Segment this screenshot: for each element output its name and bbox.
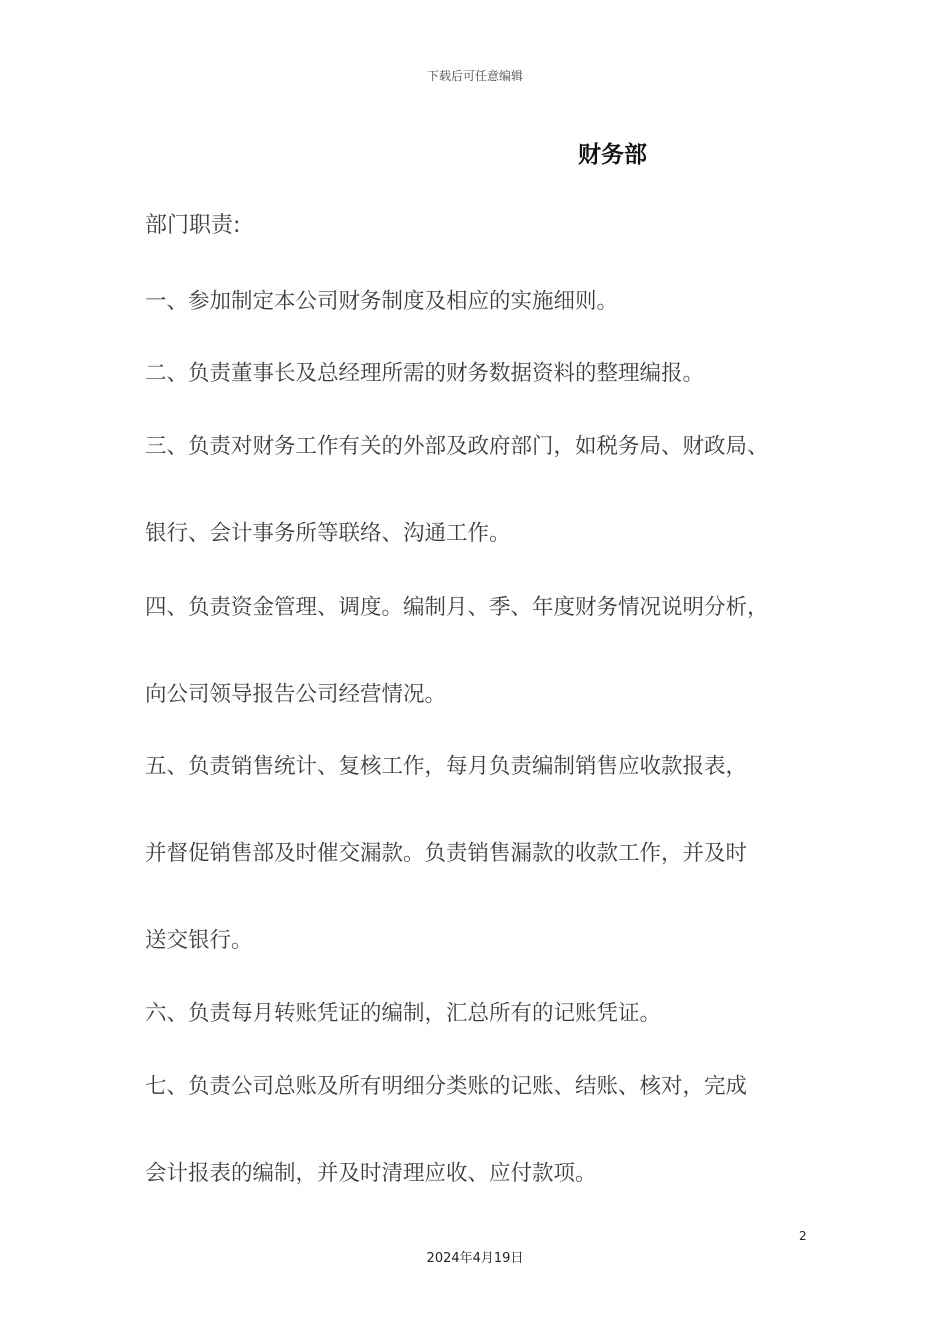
header-note: 下载后可任意编辑 <box>426 69 523 83</box>
duty-line-2: 二、负责董事长及总经理所需的财务数据资料的整理编报。 <box>145 361 705 386</box>
duty-line-5-cont: 并督促销售部及时催交漏款。负责销售漏款的收款工作，并及时 <box>145 841 748 866</box>
duty-line-4: 四、负责资金管理、调度。编制月、季、年度财务情况说明分析， <box>145 595 769 620</box>
duty-line-5-cont2: 送交银行。 <box>145 928 253 953</box>
footer-date: 2024年4月19日 <box>426 1251 524 1266</box>
duty-line-1: 一、参加制定本公司财务制度及相应的实施细则。 <box>145 289 619 314</box>
page-number: 2 <box>799 1229 807 1243</box>
duty-line-3: 三、负责对财务工作有关的外部及政府部门，如税务局、财政局、 <box>145 434 769 459</box>
duty-line-7: 七、负责公司总账及所有明细分类账的记账、结账、核对，完成 <box>145 1074 748 1099</box>
duty-line-5: 五、负责销售统计、复核工作，每月负责编制销售应收款报表， <box>145 754 748 779</box>
duty-line-7-cont: 会计报表的编制，并及时清理应收、应付款项。 <box>145 1161 597 1186</box>
section-heading: 部门职责: <box>145 213 241 238</box>
document-title: 财务部 <box>578 142 647 168</box>
duty-line-6: 六、负责每月转账凭证的编制，汇总所有的记账凭证。 <box>145 1001 662 1026</box>
duty-line-4-cont: 向公司领导报告公司经营情况。 <box>145 682 447 707</box>
duty-line-3-cont: 银行、会计事务所等联络、沟通工作。 <box>145 521 511 546</box>
